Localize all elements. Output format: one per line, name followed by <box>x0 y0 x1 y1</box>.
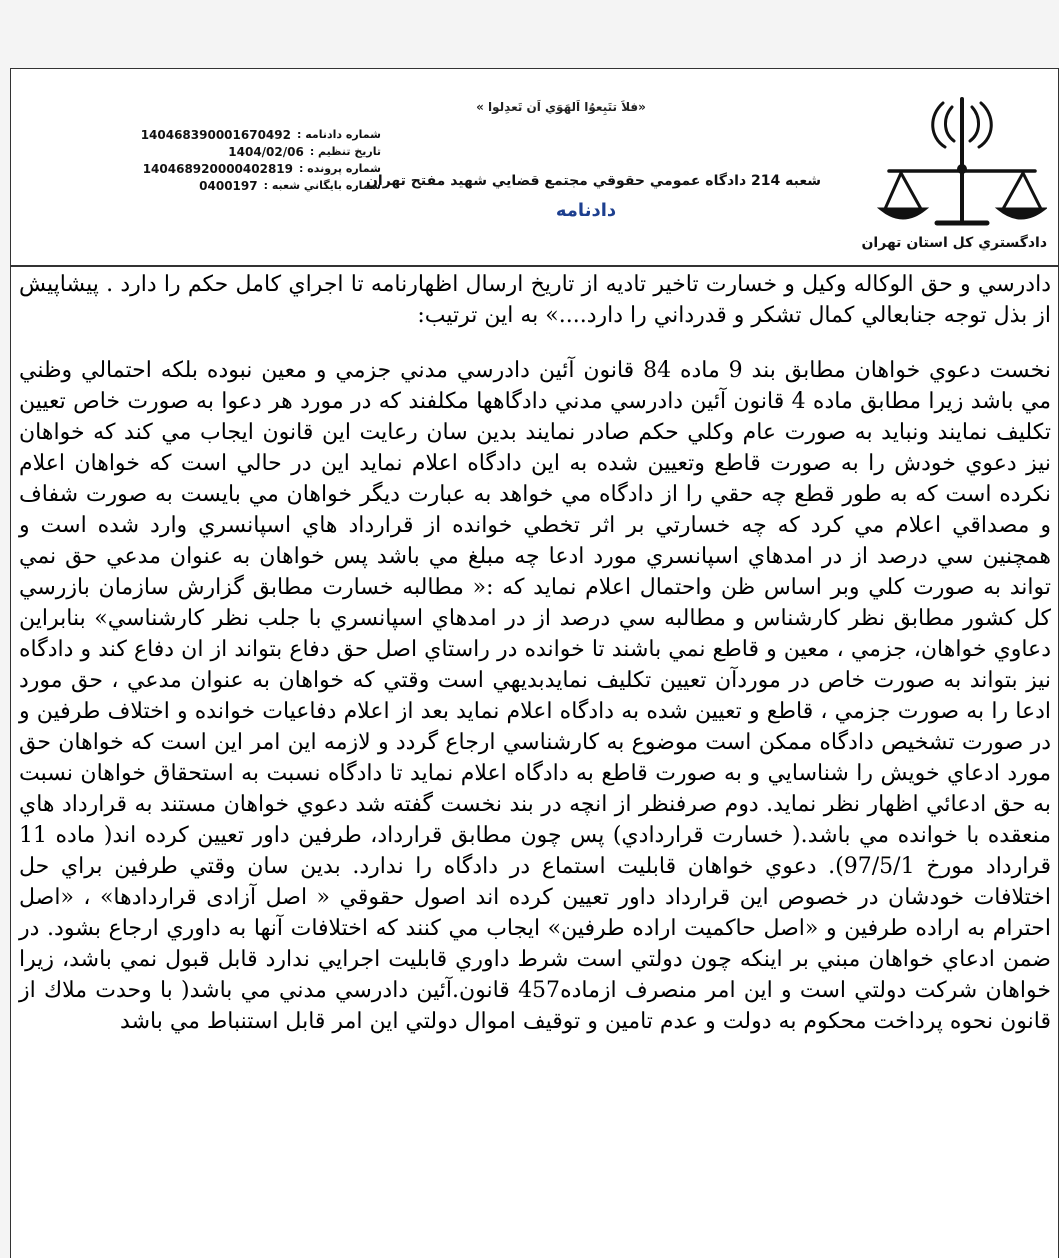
meta-verdict-number <box>81 126 381 143</box>
iran-emblem-scales-of-justice-icon <box>877 81 1047 231</box>
meta-issue-date <box>81 143 381 160</box>
document-body <box>19 269 1051 1037</box>
meta-archive-number <box>81 177 381 194</box>
court-branch-name: شعبه 214 دادگاه عمومي حقوقي مجتمع قضايي شهيد مفتح تهران <box>365 173 821 189</box>
meta-value: 140468390001670492 <box>140 127 291 142</box>
document-title: دادنامه <box>555 200 617 221</box>
meta-label: تاريخ تنظيم : <box>309 145 381 158</box>
quran-verse: «فلاَ تتَبِعوُا اَلهَوَي اَن تَعدِلوا » <box>476 100 646 114</box>
body-paragraph-intro: دادرسي و حق الوكاله وكيل و خسارت تاخير تاديه از تاريخ ارسال اظهارنامه تا اجراي كامل حكم را دارد . پيشاپيش از بذل توجه جنابعالي كمال تشكر و قدرداني را دارد....» به اين ترتيب: <box>19 272 1051 328</box>
meta-label: شماره پرونده : <box>299 162 381 175</box>
judiciary-name: دادگستري کل استان تهران <box>861 235 1047 251</box>
meta-label: شماره بايگاني شعبه : <box>263 179 381 192</box>
meta-label: شماره دادنامه : <box>296 128 381 141</box>
meta-value: 1404/02/06 <box>228 144 304 159</box>
meta-value: 140468920000402819 <box>142 161 293 176</box>
document-header <box>11 69 1058 267</box>
document-page <box>10 68 1059 1258</box>
meta-value: 0400197 <box>199 178 258 193</box>
meta-case-number <box>81 160 381 177</box>
body-paragraph-main: نخست دعوي خواهان مطابق بند 9 ماده 84 قانون آئين دادرسي مدني جزمي و معين نبوده بلكه احتمالي وظني مي باشد زيرا مطابق ماده 4 قانون آئين دادرسي مدني دادگاهها مكلفند كه در مورد هر دعوا به صورت خاص تعيين تكليف نمايند ونبايد به صورت عام وكلي حكم صادر نمايند بدين سان رعايت اين قانون ايجاب مي كند كه خواهان نيز دعوي خودش را به صورت قاطع وتعيين شده به اين دادگاه اعلام نمايد اين در حالي است كه خواهان اعلام نكرده است كه به طور قطع چه حقي را از دادگاه مي خواهد به عبارت ديگر خواهان مي بايست به صورت شفاف و مصداقي اعلام مي كرد كه چه خسارتي بر اثر تخطي خوانده از قرارداد هاي اسپانسري وارد شده است و همچنين سي درصد از در امدهاي اسپانسري مورد ادعا چه مبلغ مي باشد پس خواهان به عنوان مدعي حق نمي تواند به صورت كلي وبر اساس ظن واحتمال اعلام نمايد كه :« مطالبه خسارت مطابق گزارش سازمان بازرسي كل كشور مطابق نظر كارشناس و مطالبه سي درصد از در امدهاي اسپانسري با جلب نظر كارشناسي» بنابراين دعاوي خواهان، جزمي ، معين و قاطع نمي باشند تا خوانده در راستاي اصل حق دفاع بتواند از ان دفاع كند و دادگاه نيز بتواند به صورت خاص در موردآن تعيين تكليف نمايدبديهي است وقتي كه خواهان به عنوان مدعي ، حق مورد ادعا را به صورت جزمي ، قاطع و تعيين شده به دادگاه اعلام نمايد بعد از اعلام دفاعيات خوانده و اختلاف طرفين و در صورت تشخيص دادگاه ممكن است موضوع به كارشناسي ارجاع گردد و لازمه اين امر اين است كه خواهان حق مورد ادعاي خويش را شناسايي و به صورت قاطع به دادگاه اعلام نمايد تا دادگاه نسبت به استحقاق خواهان نسبت به حق ادعائي اظهار نظر نمايد. دوم صرفنظر از انچه در بند نخست گفته شد دعوي خواهان مستند به قرارداد هاي منعقده با خوانده مي باشد.( خسارت قراردادي) پس چون مطابق قرارداد، طرفين داور تعيين كرده اند( ماده 11 قرارداد مورخ 97/5/1). دعوي خواهان قابليت استماع در دادگاه را ندارد. بدين سان وقتي طرفين براي حل اختلافات خودشان در خصوص اين قرارداد داور تعيين كرده اند اصول حقوقي « اصل آزادی قراردادها» ، «اصل احترام به اراده طرفين و «اصل حاكميت اراده طرفين» ايجاب مي كنند كه اختلافات آنها به داوري ارجاع بشود. در ضمن ادعاي خواهان مبني بر اينكه چون دولتي است شرط داوري قابليت اجرايي ندارد قابل قبول نمي باشد، زيرا خواهان شركت دولتي است و اين امر منصرف ازماده457 قانون.آئين دادرسي مدني مي باشد( با وحدت ملاك از قانون نحوه پرداخت محكوم به دولت و عدم تامين و توقيف اموال دولتي اين امر قابل استنباط مي باشد <box>19 358 1052 1034</box>
case-metadata <box>81 126 381 194</box>
